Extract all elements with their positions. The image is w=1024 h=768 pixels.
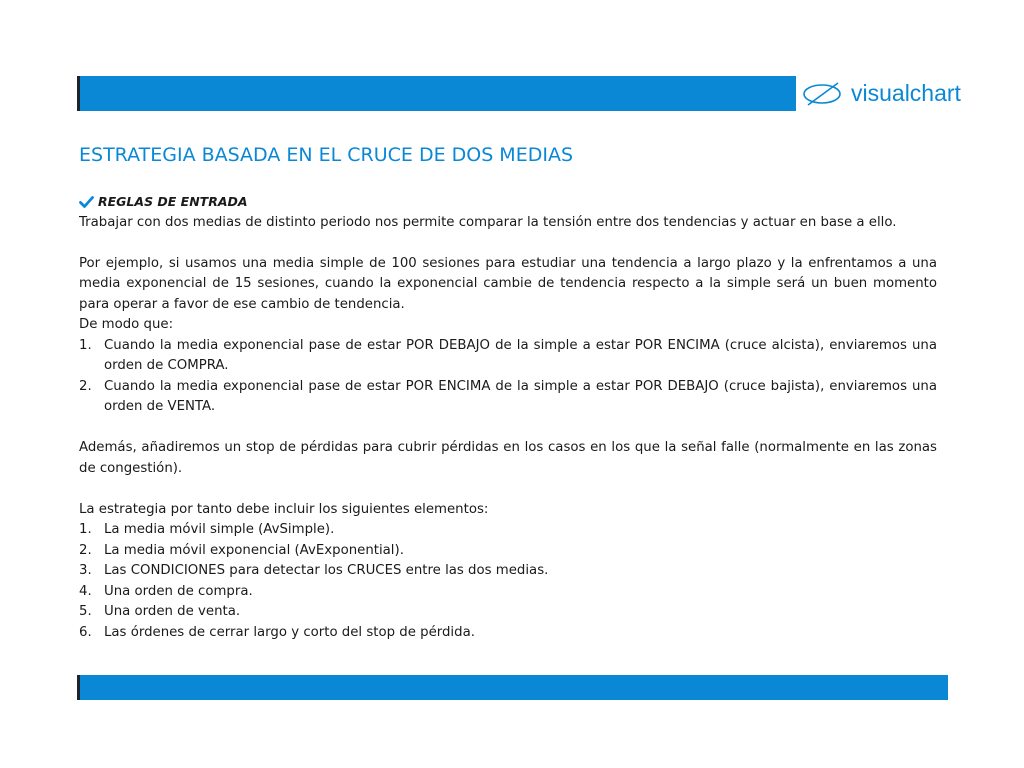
list-text: Las CONDICIONES para detectar los CRUCES entre las dos medias. bbox=[104, 563, 549, 578]
elements-lead: La estrategia por tanto debe incluir los siguientes elementos: bbox=[79, 501, 489, 517]
list-text: Una orden de compra. bbox=[104, 583, 253, 599]
list-item bbox=[79, 336, 937, 377]
list-number: 6. bbox=[79, 624, 92, 640]
section-heading-text: REGLAS DE ENTRADA bbox=[98, 194, 248, 209]
list-number: 2. bbox=[79, 378, 92, 394]
section-heading bbox=[79, 192, 937, 213]
example-paragraph: Por ejemplo, si usamos una media simple de 100 sesiones para estudiar una tendencia a largo plazo y la enfrentamos a una media exponencial de 15 sesiones, cuando la exponencial cambie de tendencia respecto a la simple será un buen momento para operar a favor de ese cambio de tendencia. bbox=[79, 255, 937, 312]
list-text: La media móvil exponencial (AvExponential). bbox=[104, 542, 404, 558]
list-item bbox=[79, 520, 937, 541]
list-item bbox=[79, 602, 937, 623]
header-bar bbox=[77, 76, 961, 111]
list-item bbox=[79, 582, 937, 603]
list-text: La media móvil simple (AvSimple). bbox=[104, 522, 335, 537]
list-number: 1. bbox=[79, 337, 92, 353]
list-text: Una orden de venta. bbox=[104, 604, 241, 619]
rules-lead: De modo que: bbox=[79, 317, 174, 332]
list-item bbox=[79, 377, 937, 418]
visualchart-logo-icon bbox=[800, 81, 848, 107]
intro-paragraph: Trabajar con dos medias de distinto periodo nos permite comparar la tensión entre dos tendencias y actuar en base a ello. bbox=[79, 214, 897, 230]
list-number: 4. bbox=[79, 583, 92, 599]
slide-body bbox=[79, 192, 937, 643]
logo bbox=[796, 76, 961, 111]
list-number: 5. bbox=[79, 604, 92, 619]
list-item bbox=[79, 623, 937, 644]
list-text: Las órdenes de cerrar largo y corto del stop de pérdida. bbox=[104, 624, 475, 640]
check-icon bbox=[79, 195, 94, 209]
page-title: ESTRATEGIA BASADA EN EL CRUCE DE DOS MEDIAS bbox=[79, 144, 573, 166]
list-text: Cuando la media exponencial pase de estar POR DEBAJO de la simple a estar POR ENCIMA (cruce alcista), enviaremos una orden de COMPRA. bbox=[104, 337, 937, 373]
rules-list bbox=[79, 336, 937, 418]
list-text: Cuando la media exponencial pase de estar POR ENCIMA de la simple a estar POR DEBAJO (cruce bajista), enviaremos una orden de VENTA. bbox=[104, 378, 937, 414]
list-item bbox=[79, 561, 937, 582]
stop-paragraph: Además, añadiremos un stop de pérdidas para cubrir pérdidas en los casos en los que la señal falle (normalmente en las zonas de congestión). bbox=[79, 440, 937, 476]
elements-list bbox=[79, 520, 937, 643]
footer-bar bbox=[77, 675, 948, 700]
list-number: 2. bbox=[79, 542, 92, 558]
logo-text: visualchart bbox=[851, 80, 961, 106]
list-item bbox=[79, 541, 937, 562]
list-number: 3. bbox=[79, 563, 92, 578]
list-number: 1. bbox=[79, 522, 92, 537]
